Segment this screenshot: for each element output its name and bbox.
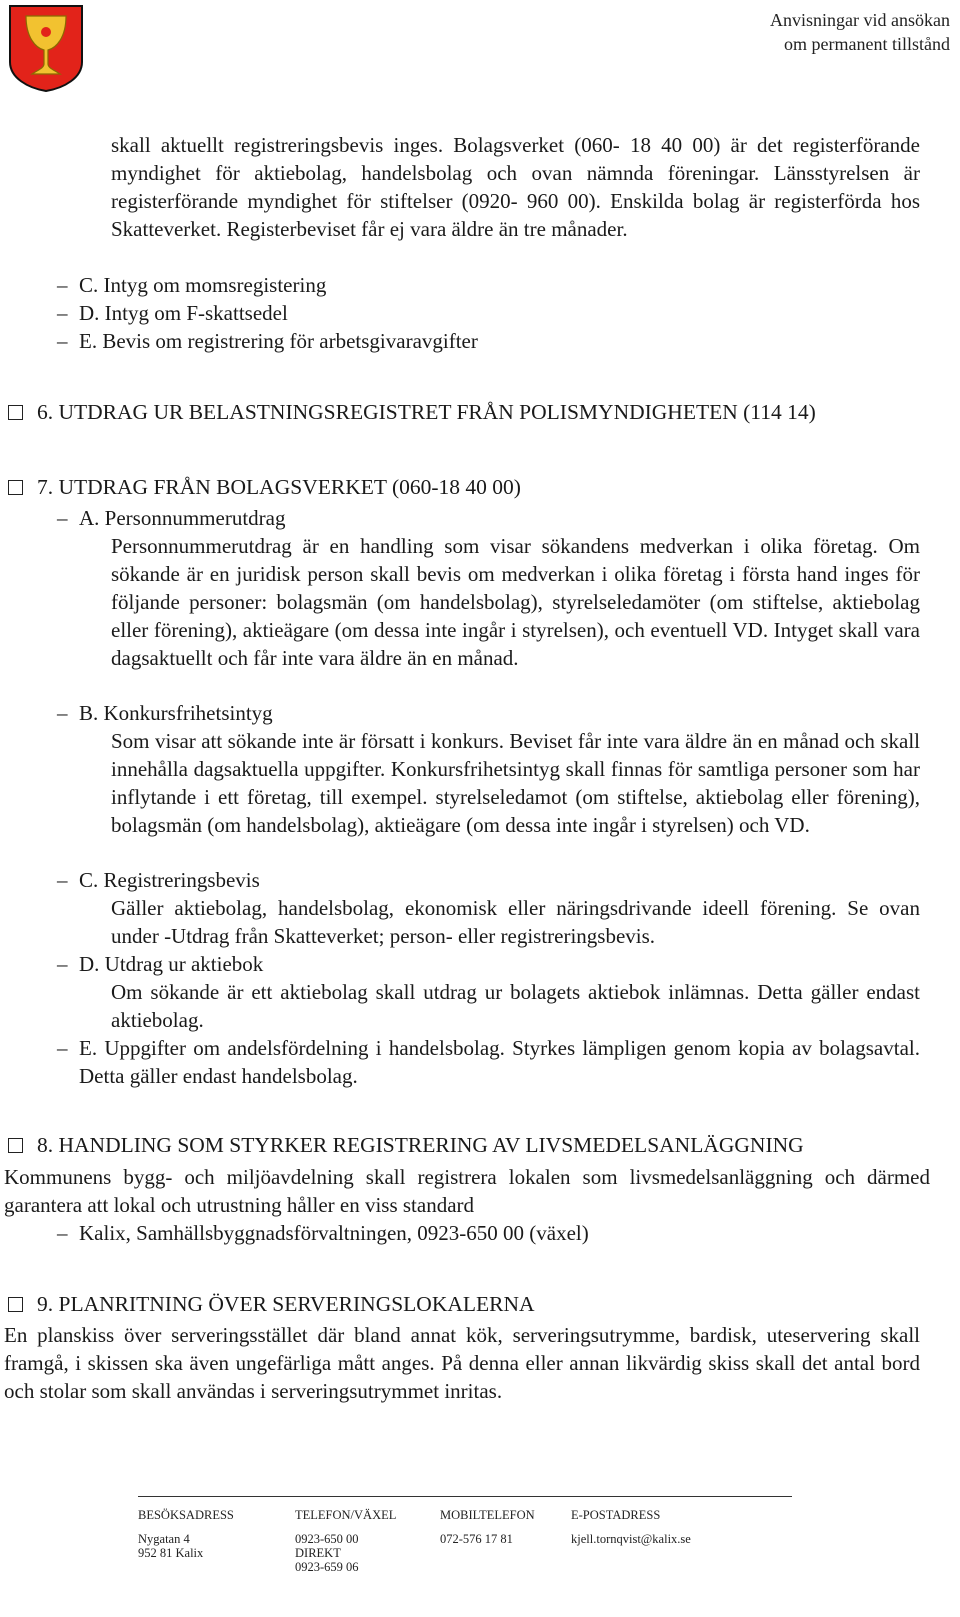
section-7-heading: [8, 473, 521, 501]
section-7-c-label-text: C. Registreringsbevis: [79, 868, 260, 892]
document-title-line1: Anvisningar vid ansökan: [770, 10, 950, 30]
section-6-checkbox[interactable]: [8, 405, 23, 420]
section-7-a-text: Personnummerutdrag är en handling som visar sökandens medverkan i olika företag. Om sökande är en juridisk person skall bevis om medverkan i olika företag i första hand inges för följande personer: bolagsmän (om handelsbolag), styrelseledamöter (om stiftelse, aktiebolag eller förening), aktieägare (om dessa inte ingår i styrelsen), och eventuell VD. Intyget skall vara dagsaktuellt och får inte vara äldre än en månad.: [111, 534, 920, 670]
section-7-checkbox[interactable]: [8, 480, 23, 495]
footer-email-value[interactable]: kjell.tornqvist@kalix.se: [571, 1532, 691, 1546]
section-9-title: 9. PLANRITNING ÖVER SERVERINGSLOKALERNA: [37, 1292, 535, 1316]
section-7-title: 7. UTDRAG FRÅN BOLAGSVERKET (060-18 40 00): [37, 475, 521, 499]
section-7-c-text: Gäller aktiebolag, handelsbolag, ekonomisk eller näringsdrivande ideell förening. Se ovan under -Utdrag från Skatteverket; person- eller registreringsbevis.: [111, 896, 920, 948]
section-7-c-label: – C. Registreringsbevis: [57, 868, 260, 892]
section-6-heading: [8, 398, 816, 426]
footer-phone-label: TELEFON/VÄXEL: [295, 1508, 397, 1522]
list-item-c-text: C. Intyg om momsregistering: [79, 273, 327, 297]
document-title-line2: om permanent tillstånd: [784, 34, 950, 54]
section-8-contact-text: Kalix, Samhällsbyggnadsförvaltningen, 0923-650 00 (växel): [79, 1221, 589, 1245]
footer-visit: [138, 1508, 234, 1560]
section-8-text: Kommunens bygg- och miljöavdelning skall registrera lokalen som livsmedelsanläggning och därmed garantera att lokal och utrustning håller en viss standard: [4, 1165, 930, 1217]
section-8-title: 8. HANDLING SOM STYRKER REGISTRERING AV LIVSMEDELSANLÄGGNING: [37, 1133, 804, 1157]
section-8-heading: [8, 1131, 804, 1159]
footer-phone: [295, 1508, 396, 1574]
footer-phone-line3: 0923-659 06: [295, 1560, 359, 1574]
intro-paragraph: skall aktuellt registreringsbevis inges. Bolagsverket (060- 18 40 00) är det registerförande myndighet för aktiebolag, handelsbolag och ovan nämnda föreningar. Länsstyrelsen är registerförande myndighet för stiftelser (0920- 960 00). Enskilda bolag är registerförda hos Skatteverket. Registerbeviset får ej vara äldre än tre månader.: [111, 133, 920, 241]
section-8-checkbox[interactable]: [8, 1138, 23, 1153]
section-7-e-text: E. Uppgifter om andelsfördelning i handelsbolag. Styrkes lämpligen genom kopia av bolagsavtal. Detta gäller endast handelsbolag.: [79, 1036, 920, 1088]
section-9-heading: [8, 1290, 535, 1318]
footer-visit-line1: Nygatan 4: [138, 1532, 190, 1546]
section-7-b-label: – B. Konkursfrihetsintyg: [57, 701, 273, 725]
list-item-e-text: E. Bevis om registrering för arbetsgivaravgifter: [79, 329, 478, 353]
list-item-d-text: D. Intyg om F-skattsedel: [79, 301, 288, 325]
footer-mobile: [440, 1508, 535, 1546]
section-8-contact: – Kalix, Samhällsbyggnadsförvaltningen, 0923-650 00 (växel): [57, 1221, 589, 1245]
section-7-a-label-text: A. Personnummerutdrag: [79, 506, 286, 530]
footer-mobile-value: 072-576 17 81: [440, 1532, 513, 1546]
section-7-d-text: Om sökande är ett aktiebolag skall utdrag ur bolagets aktiebok inlämnas. Detta gäller endast aktiebolag.: [111, 980, 920, 1032]
section-7-e-dash: –: [57, 1036, 68, 1060]
document-title: [770, 8, 950, 56]
list-item-d: – D. Intyg om F-skattsedel: [57, 301, 288, 325]
footer-divider: [138, 1496, 792, 1497]
section-7-d-label: – D. Utdrag ur aktiebok: [57, 952, 264, 976]
footer-visit-label: BESÖKSADRESS: [138, 1508, 234, 1522]
section-9-text: En planskiss över serveringsstället där bland annat kök, serveringsutrymme, bardisk, uteservering skall framgå, i skissen ska även ungefärliga mått anges. På denna eller annan likvärdig skiss skall det antal bord och stolar som skall användas i serveringsutrymmet inritas.: [4, 1323, 920, 1403]
footer-email: [571, 1508, 691, 1546]
footer-mobile-label: MOBILTELEFON: [440, 1508, 535, 1522]
footer-visit-line2: 952 81 Kalix: [138, 1546, 204, 1560]
section-9-checkbox[interactable]: [8, 1297, 23, 1312]
list-item-e: – E. Bevis om registrering för arbetsgivaravgifter: [57, 329, 478, 353]
footer-phone-line1: 0923-650 00: [295, 1532, 359, 1546]
section-7-d-label-text: D. Utdrag ur aktiebok: [79, 952, 264, 976]
section-6-title: 6. UTDRAG UR BELASTNINGSREGISTRET FRÅN POLISMYNDIGHETEN (114 14): [37, 400, 816, 424]
chalice-coat-of-arms-icon: [8, 4, 84, 92]
footer-phone-line2: DIREKT: [295, 1546, 341, 1560]
list-item-c: – C. Intyg om momsregistering: [57, 273, 327, 297]
section-7-b-label-text: B. Konkursfrihetsintyg: [79, 701, 273, 725]
section-7-a-label: – A. Personnummerutdrag: [57, 506, 286, 530]
footer-email-label: E-POSTADRESS: [571, 1508, 661, 1522]
section-7-b-text: Som visar att sökande inte är försatt i konkurs. Beviset får inte vara äldre än en månad och skall innehålla dagsaktuella uppgifter. Konkursfrihetsintyg skall finnas för samtliga personer som har inflytande i ett företag, till exempel. styrelseledamot (om stiftelse, aktiebolag eller förening), bolagsmän (om handelsbolag), aktieägare (om dessa inte ingår i styrelsen) och VD.: [111, 729, 920, 837]
